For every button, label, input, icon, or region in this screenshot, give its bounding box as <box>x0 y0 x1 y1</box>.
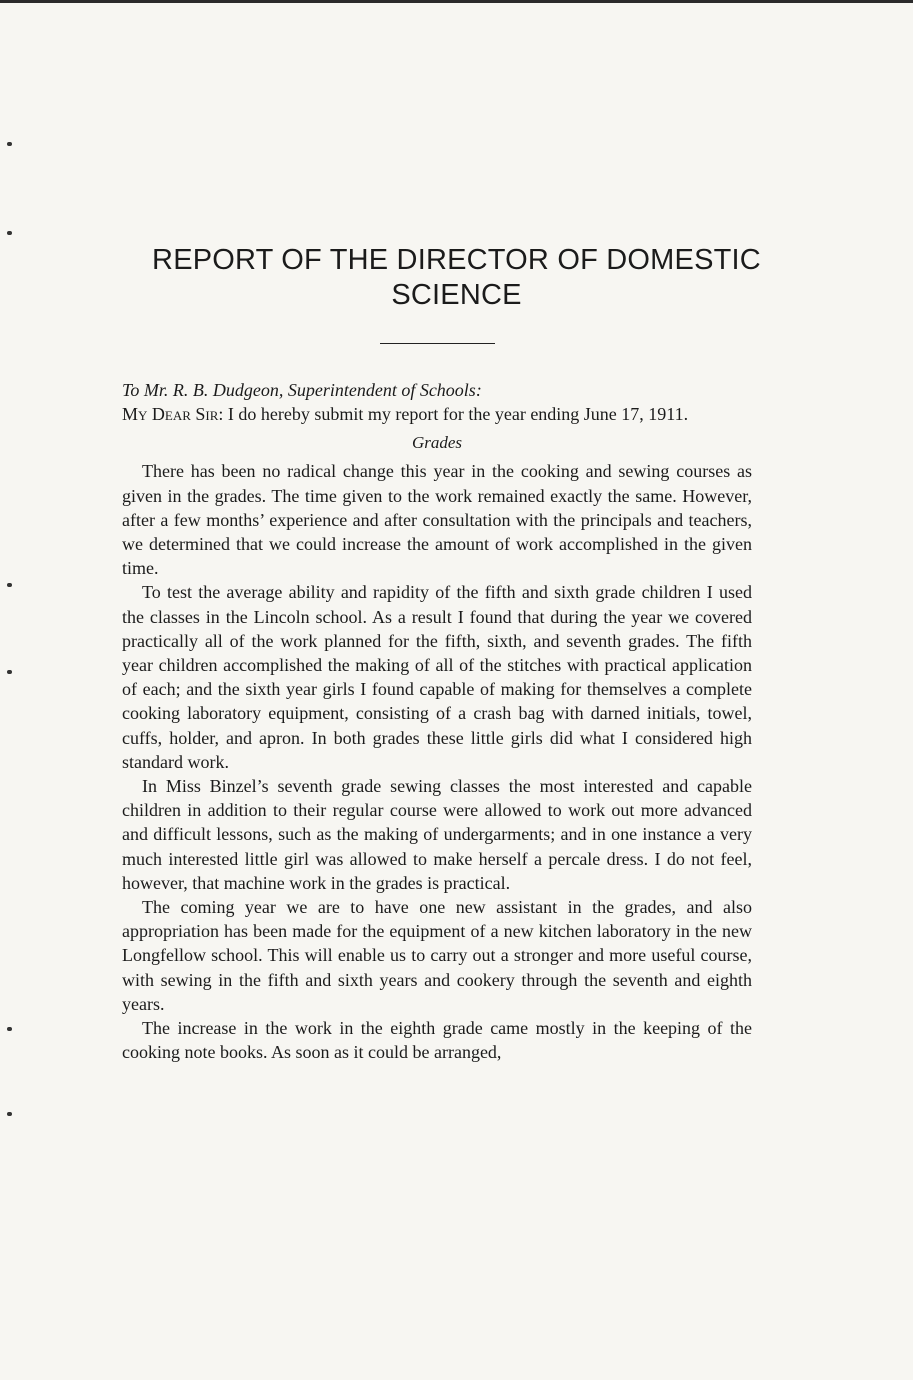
report-body <box>122 378 752 1064</box>
body-paragraph: To test the average ability and rapidity of the fifth and sixth grade children I used the classes in the Lincoln school. As a result I found that during the year we covered practically all of the work planned for the fifth, sixth, and seventh grades. The fifth year children accomplished the making of all of the stitches with practical application of each; and the sixth year girls I found capable of making for themselves a complete cooking laboratory equipment, consisting of a crash bag with darned initials, towel, cuffs, holder, and apron. In both grades these little girls did what I considered high standard work. <box>122 582 752 772</box>
margin-speck <box>7 583 12 587</box>
margin-speck <box>7 670 12 674</box>
body-paragraph: The increase in the work in the eighth grade came mostly in the keeping of the cooking note books. As soon as it could be arranged, <box>122 1018 752 1063</box>
salutation: My Dear Sir <box>122 404 219 425</box>
top-edge-rule <box>0 0 913 3</box>
body-paragraph: There has been no radical change this year in the cooking and sewing courses as given in the grades. The time given to the work remained exactly the same. However, after a few months’ experience and after consultation with the principals and teachers, we determined that we could increase the amount of work accomplished in the given time. <box>122 461 752 579</box>
margin-speck <box>7 1112 12 1116</box>
body-paragraph: In Miss Binzel’s seventh grade sewing classes the most interested and capable children in addition to their regular course were allowed to work out more advanced and difficult lessons, such as the making of undergarments; and in one instance a very much interested little girl was allowed to make herself a percale dress. I do not feel, however, that machine work in the grades is practical. <box>122 776 752 893</box>
margin-speck <box>7 231 12 235</box>
section-heading: Grades <box>411 433 463 453</box>
body-paragraph: The coming year we are to have one new assistant in the grades, and also appropriation has been made for the equipment of a new kitchen laboratory in the new Longfellow school. This will enable us to carry out a stronger and more useful course, with sewing in the fifth and sixth years and cookery through the seventh and eighth years. <box>122 897 752 1014</box>
title-divider <box>380 343 495 344</box>
opening-paragraph <box>122 402 752 426</box>
margin-speck <box>7 142 12 146</box>
opening-text: : I do hereby submit my report for the year ending June 17, 1911. <box>218 404 689 425</box>
margin-speck <box>7 1027 12 1031</box>
addressee-line: To Mr. R. B. Dudgeon, Superintendent of Schools: <box>122 380 482 400</box>
report-title: REPORT OF THE DIRECTOR OF DOMESTIC SCIENCE <box>152 244 761 311</box>
